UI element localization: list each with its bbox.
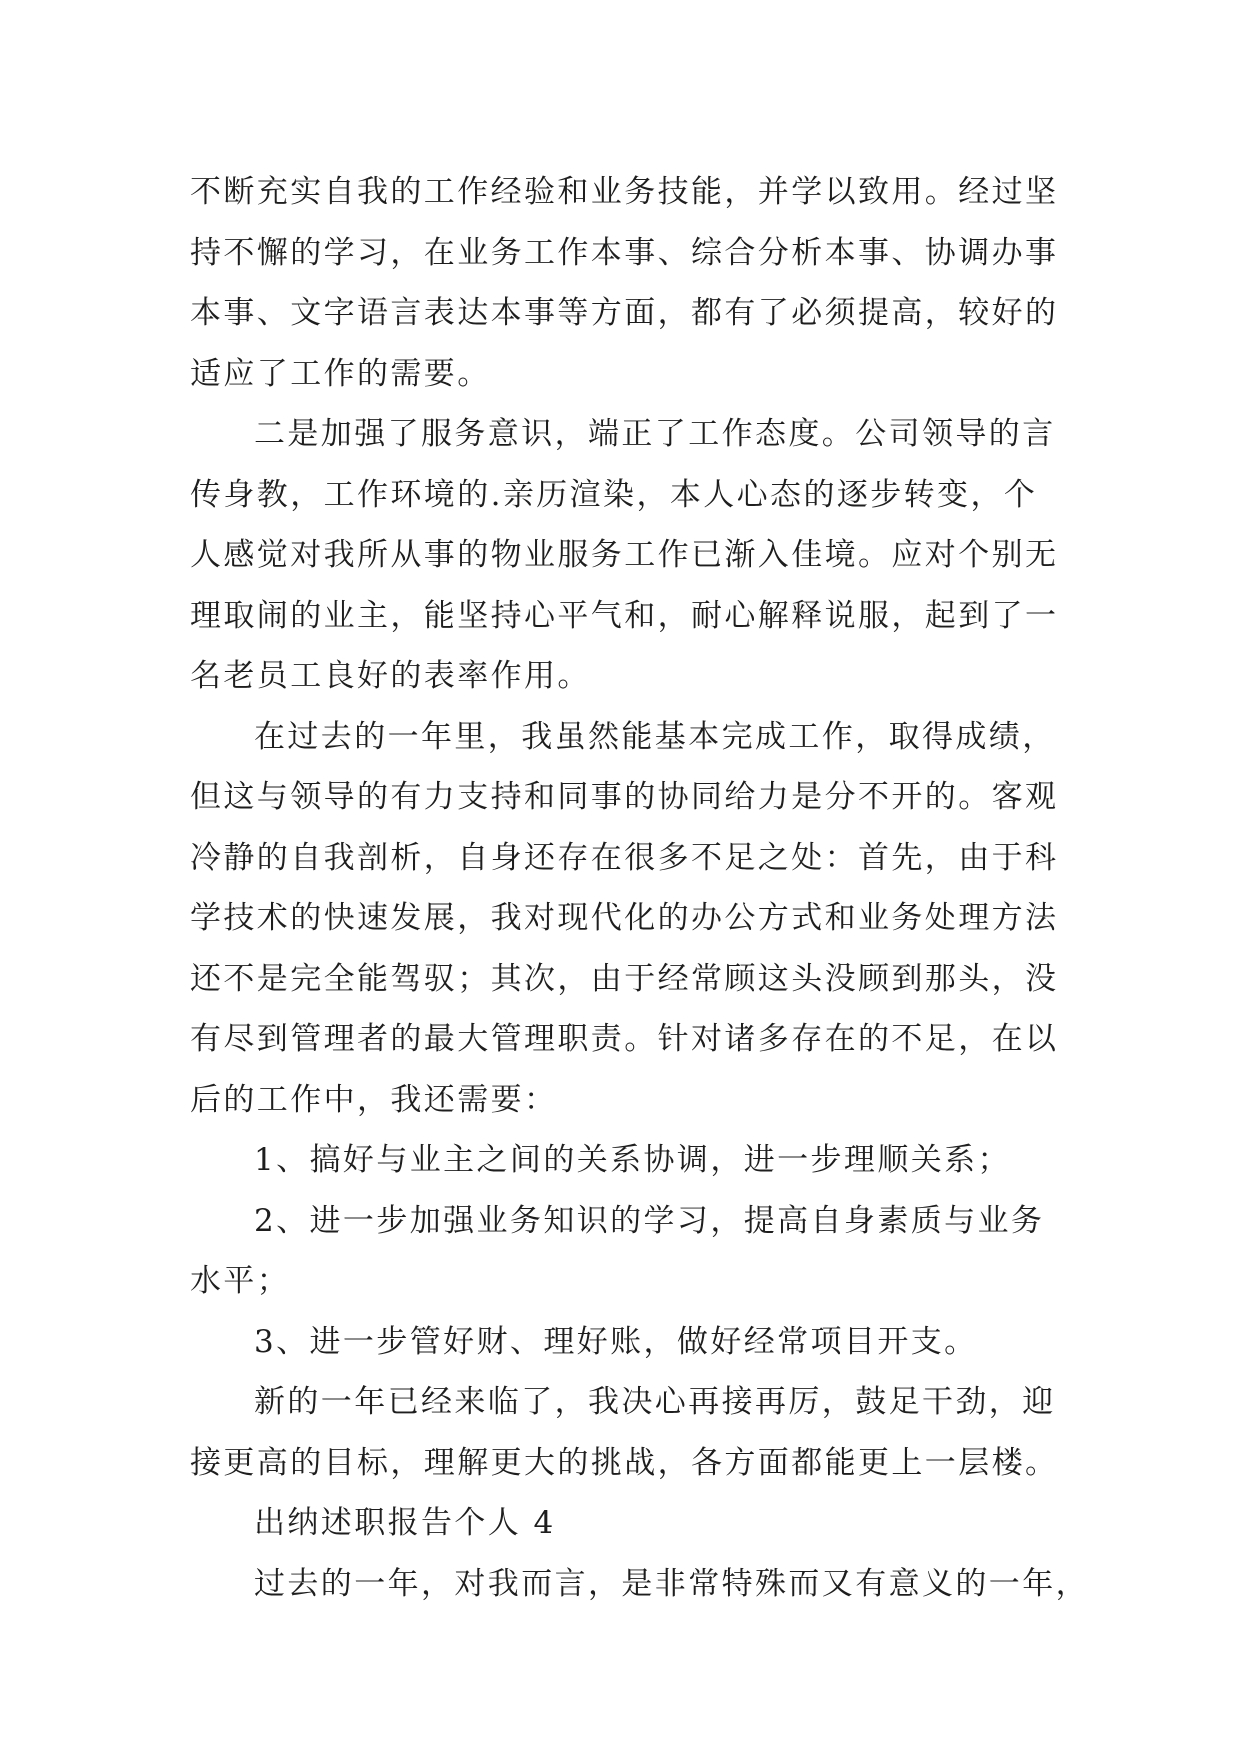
text-line: 3、进一步管好财、理好账，做好经常项目开支。: [254, 1323, 978, 1360]
text-line: 出纳述职报告个人 4: [254, 1505, 556, 1541]
text-line: 本事、文字语言表达本事等方面，都有了必须提高，较好的: [190, 295, 1059, 331]
text-line: 过去的一年，对我而言，是非常特殊而又有意义的一年，: [254, 1565, 1089, 1602]
text-line: 不断充实自我的工作经验和业务技能，并学以致用。经过坚: [190, 174, 1059, 210]
document-body: [190, 162, 1089, 1614]
text-line: 在过去的一年里，我虽然能基本完成工作，取得成绩，: [254, 718, 1056, 755]
text-line: 持不懈的学习，在业务工作本事、综合分析本事、协调办事: [190, 234, 1059, 271]
text-line: 后的工作中，我还需要：: [190, 1081, 558, 1118]
text-line: 理取闹的业主，能坚持心平气和，耐心解释说服，起到了一: [190, 597, 1059, 634]
text-line: 新的一年已经来临了，我决心再接再厉，鼓足干劲，迎: [254, 1384, 1056, 1420]
text-line: 还不是完全能驾驭；其次，由于经常顾这头没顾到那头，没: [190, 960, 1059, 997]
text-line: 人感觉对我所从事的物业服务工作已渐入佳境。应对个别无: [190, 537, 1059, 573]
text-line: 名老员工良好的表率作用。: [190, 658, 591, 694]
text-line: 适应了工作的需要。: [190, 355, 491, 392]
text-line: 传身教，工作环境的.亲历渲染，本人心态的逐步转变，个: [190, 476, 1038, 513]
text-line: 有尽到管理者的最大管理职责。针对诸多存在的不足，在以: [190, 1021, 1059, 1057]
text-line: 冷静的自我剖析，自身还存在很多不足之处：首先，由于科: [190, 839, 1059, 876]
text-line: 水平；: [190, 1263, 291, 1299]
text-line: 接更高的目标，理解更大的挑战，各方面都能更上一层楼。: [190, 1444, 1059, 1481]
text-line: 2、进一步加强业务知识的学习，提高自身素质与业务: [254, 1202, 1045, 1239]
text-line: 但这与领导的有力支持和同事的协同给力是分不开的。客观: [190, 779, 1059, 815]
text-line: 1、搞好与业主之间的关系协调，进一步理顺关系；: [254, 1142, 1011, 1178]
text-line: 二是加强了服务意识，端正了工作态度。公司领导的言: [254, 416, 1056, 452]
text-line: 学技术的快速发展，我对现代化的办公方式和业务处理方法: [190, 900, 1059, 936]
